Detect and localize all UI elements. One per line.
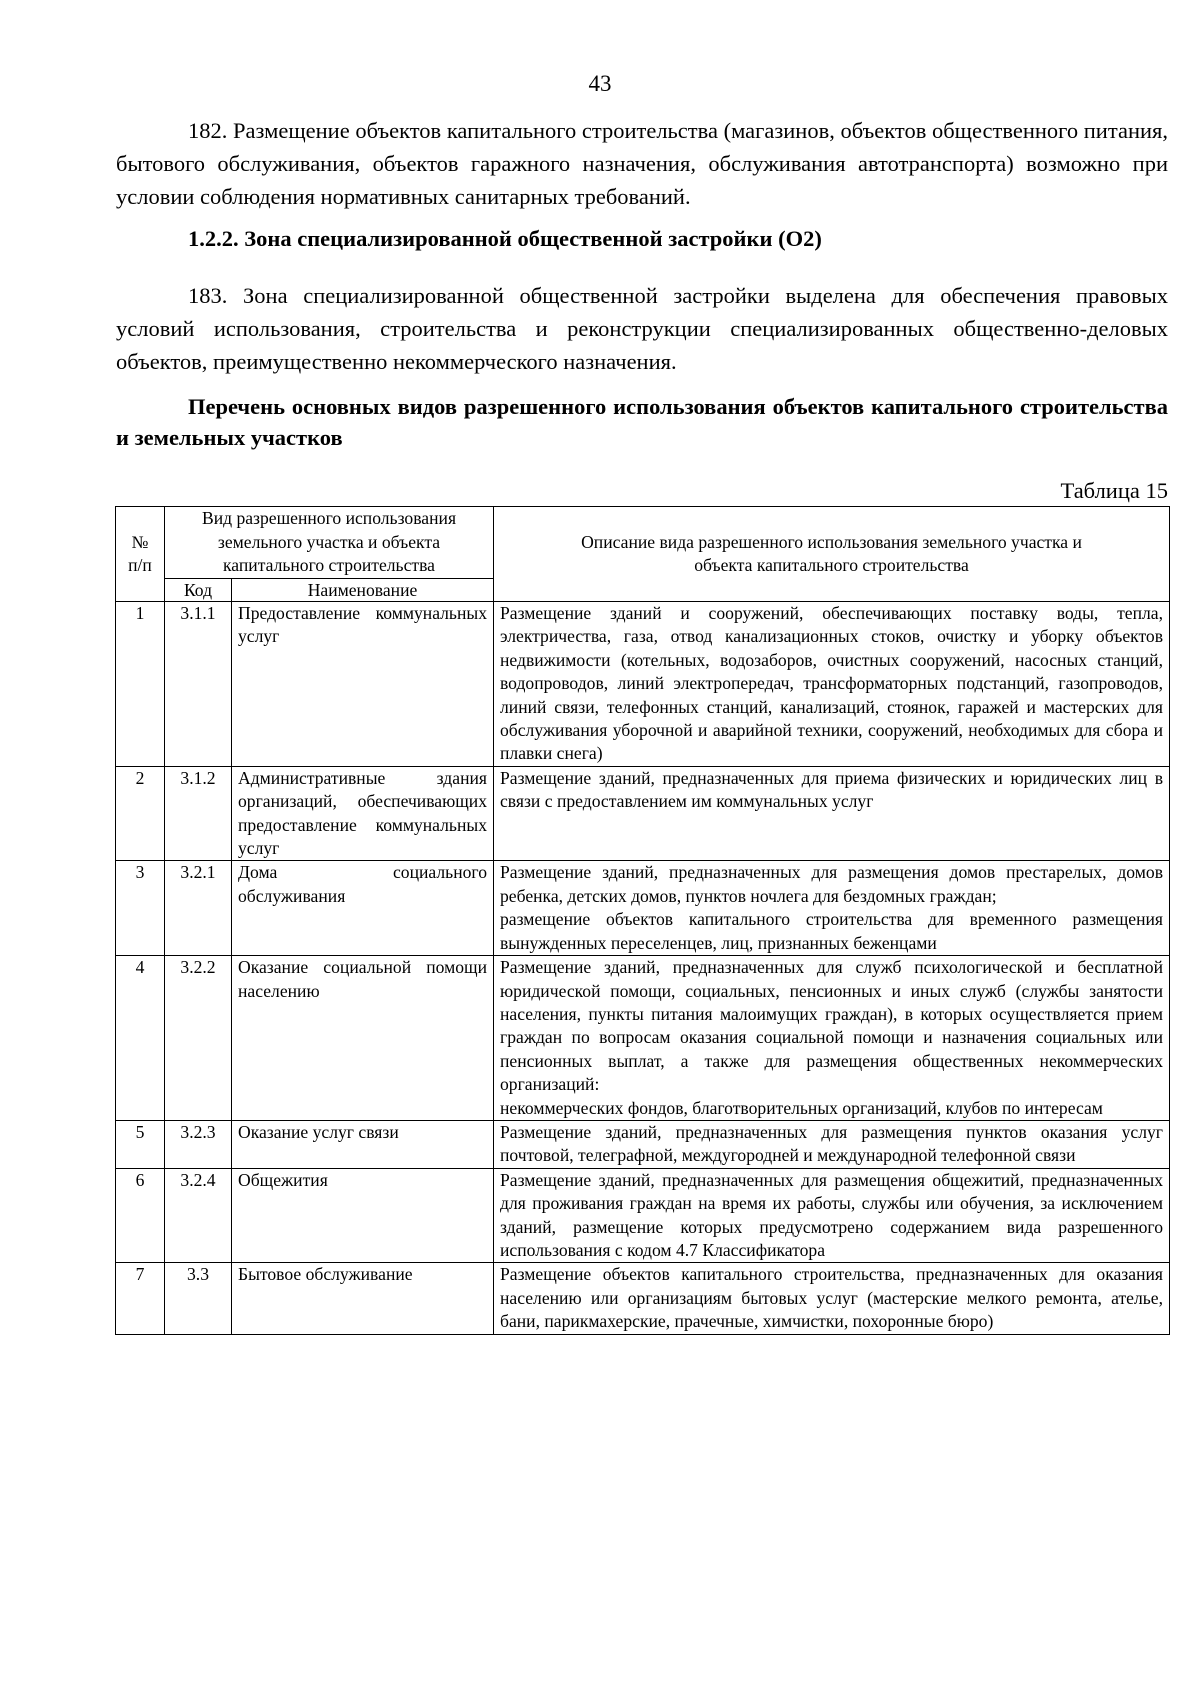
table-row <box>116 1263 1170 1334</box>
row-number: 7 <box>116 1263 165 1334</box>
row-name: Административные здания организаций, обеспечивающих предоставление коммунальных услуг <box>232 766 494 861</box>
header-description: Описание вида разрешенного использования земельного участка и объекта капитального строительства <box>494 507 1170 602</box>
row-description: Размещение зданий, предназначенных для размещения пунктов оказания услуг почтовой, телеграфной, междугородней и международной телефонной связи <box>494 1120 1170 1168</box>
row-description: Размещение зданий, предназначенных для служб психологической и бесплатной юридической помощи, социальных, пенсионных и иных служб (службы занятости населения, пункты питания малоимущих граждан), в которых осуществляется прием граждан по вопросам оказания социальной помощи и назначения социальных или пенсионных выплат, а также для размещения общественных некоммерческих организаций: некоммерческих фондов, благотворительных организаций, клубов по интересам <box>494 956 1170 1121</box>
table-row <box>116 766 1170 861</box>
table-row <box>116 602 1170 767</box>
table-caption: Таблица 15 <box>1060 478 1168 503</box>
land-use-table <box>115 506 1170 1335</box>
paragraph-182: 182. Размещение объектов капитального строительства (магазинов, объектов общественного питания, бытового обслуживания, объектов гаражного назначения, обслуживания автотранспорта) возможно при условии соблюдения нормативных санитарных требований. <box>116 118 1168 209</box>
row-number: 4 <box>116 956 165 1121</box>
row-code: 3.3 <box>165 1263 232 1334</box>
section-heading: 1.2.2. Зона специализированной общественной застройки (О2) <box>188 226 822 251</box>
row-code: 3.1.2 <box>165 766 232 861</box>
table-body <box>116 602 1170 1335</box>
row-number: 1 <box>116 602 165 767</box>
row-description: Размещение зданий, предназначенных для размещения домов престарелых, домов ребенка, детских домов, пунктов ночлега для бездомных граждан; размещение объектов капитального строительства для временного размещения вынужденных переселенцев, лиц, признанных беженцами <box>494 861 1170 956</box>
row-name: Оказание социальной помощи населению <box>232 956 494 1121</box>
page-number: 43 <box>588 71 612 96</box>
row-code: 3.1.1 <box>165 602 232 767</box>
list-title: Перечень основных видов разрешенного использования объектов капитального строительства и земельных участков <box>116 394 1168 450</box>
row-number: 5 <box>116 1120 165 1168</box>
row-number: 6 <box>116 1168 165 1263</box>
row-code: 3.2.4 <box>165 1168 232 1263</box>
header-code: Код <box>165 579 232 602</box>
table-row <box>116 956 1170 1121</box>
row-code: 3.2.1 <box>165 861 232 956</box>
row-code: 3.2.2 <box>165 956 232 1121</box>
row-description: Размещение зданий, предназначенных для размещения общежитий, предназначенных для проживания граждан на время их работы, службы или обучения, за исключением зданий, размещение которых предусмотрено содержанием вида разрешенного использования с кодом 4.7 Классификатора <box>494 1168 1170 1263</box>
table-row <box>116 1120 1170 1168</box>
paragraph-183: 183. Зона специализированной общественной застройки выделена для обеспечения правовых условий использования, строительства и реконструкции специализированных общественно-деловых объектов, преимущественно некоммерческого назначения. <box>116 283 1168 374</box>
header-name: Наименование <box>232 579 494 602</box>
row-number: 3 <box>116 861 165 956</box>
row-name: Оказание услуг связи <box>232 1120 494 1168</box>
table-row <box>116 861 1170 956</box>
header-permitted-use-type: Вид разрешенного использования земельного участка и объекта капитального строительства <box>165 507 494 579</box>
row-name: Бытовое обслуживание <box>232 1263 494 1334</box>
row-description: Размещение зданий и сооружений, обеспечивающих поставку воды, тепла, электричества, газа, отвод канализационных стоков, очистку и уборку объектов недвижимости (котельных, водозаборов, очистных сооружений, насосных станций, водопроводов, линий электропередач, трансформаторных подстанций, газопроводов, линий связи, телефонных станций, канализаций, стоянок, гаражей и мастерских для обслуживания уборочной и аварийной техники, сооружений, необходимых для сбора и плавки снега) <box>494 602 1170 767</box>
header-number: № п/п <box>116 507 165 602</box>
row-description: Размещение зданий, предназначенных для приема физических и юридических лиц в связи с предоставлением им коммунальных услуг <box>494 766 1170 861</box>
table-row <box>116 1168 1170 1263</box>
row-description: Размещение объектов капитального строительства, предназначенных для оказания населению или организациям бытовых услуг (мастерские мелкого ремонта, ателье, бани, парикмахерские, прачечные, химчистки, похоронные бюро) <box>494 1263 1170 1334</box>
row-code: 3.2.3 <box>165 1120 232 1168</box>
row-name: Общежития <box>232 1168 494 1263</box>
row-name: Предоставление коммунальных услуг <box>232 602 494 767</box>
row-name: Дома социального обслуживания <box>232 861 494 956</box>
row-number: 2 <box>116 766 165 861</box>
